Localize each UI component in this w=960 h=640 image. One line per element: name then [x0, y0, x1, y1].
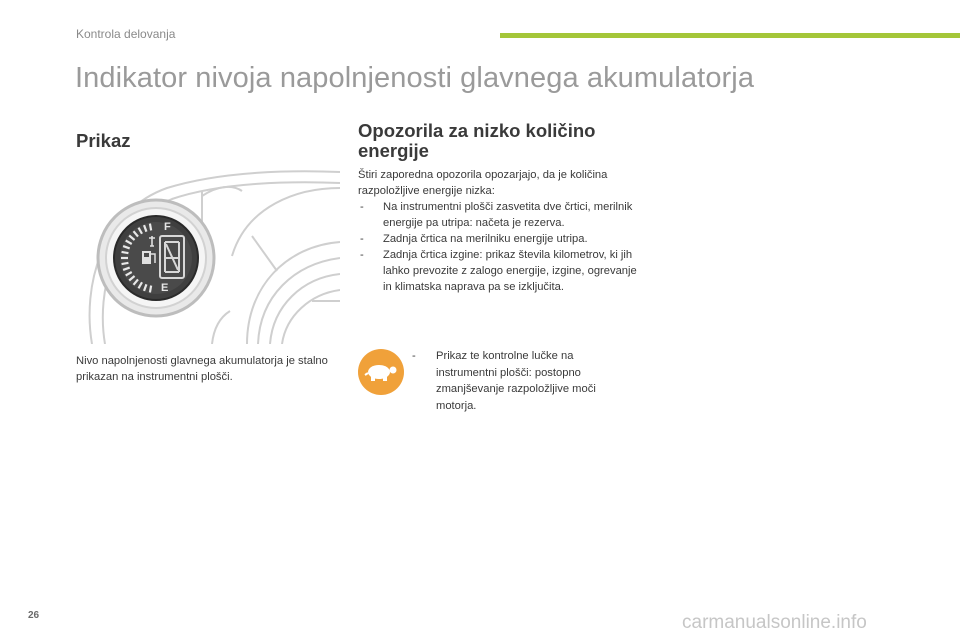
warnings-list — [358, 199, 638, 295]
display-description: Nivo napolnjenosti glavnega akumulatorja je stalno prikazan na instrumentni plošči. — [76, 355, 328, 383]
page-number: 26 — [28, 610, 40, 621]
header-accent-bar — [500, 33, 960, 38]
gauge-tick — [122, 252, 129, 253]
heading-opozorila: Opozorila za nizko količino energije — [358, 120, 596, 161]
list-item: - Zadnja črtica na merilniku energije utripa. — [358, 231, 638, 247]
warnings-intro: Štiri zaporedna opozorila opozarjajo, da je količina razpoložljive energije nizka: — [358, 169, 608, 197]
watermark: carmanualsonline.info — [682, 612, 867, 633]
instrument-panel-illustration — [72, 166, 340, 344]
gauge-full-label: F — [164, 221, 171, 233]
gauge-tick — [150, 224, 151, 231]
heading-prikaz: Prikaz — [76, 130, 131, 151]
page-title: Indikator nivoja napolnjenosti glavnega akumulatorja — [75, 62, 755, 94]
gauge-tick — [150, 286, 151, 293]
list-item: - Na instrumentni plošči zasvetita dve črtici, merilnik energije pa utripa: načeta je rezerva. — [358, 199, 638, 231]
turtle-warning-icon — [357, 348, 405, 396]
list-item: - Zadnja črtica izgine: prikaz števila kilometrov, ki jih lahko prevozite z zalogo energije, izgine, ogrevanje in klimatska naprava pa se izključita. — [358, 247, 638, 295]
gauge-tick — [122, 263, 129, 264]
section-label: Kontrola delovanja — [76, 27, 176, 41]
gauge-empty-label: E — [161, 282, 169, 294]
warning-light-description: - Prikaz te kontrolne lučke na instrumentni plošči: postopno zmanjševanje razpoložljive moči motorja. — [412, 348, 632, 414]
